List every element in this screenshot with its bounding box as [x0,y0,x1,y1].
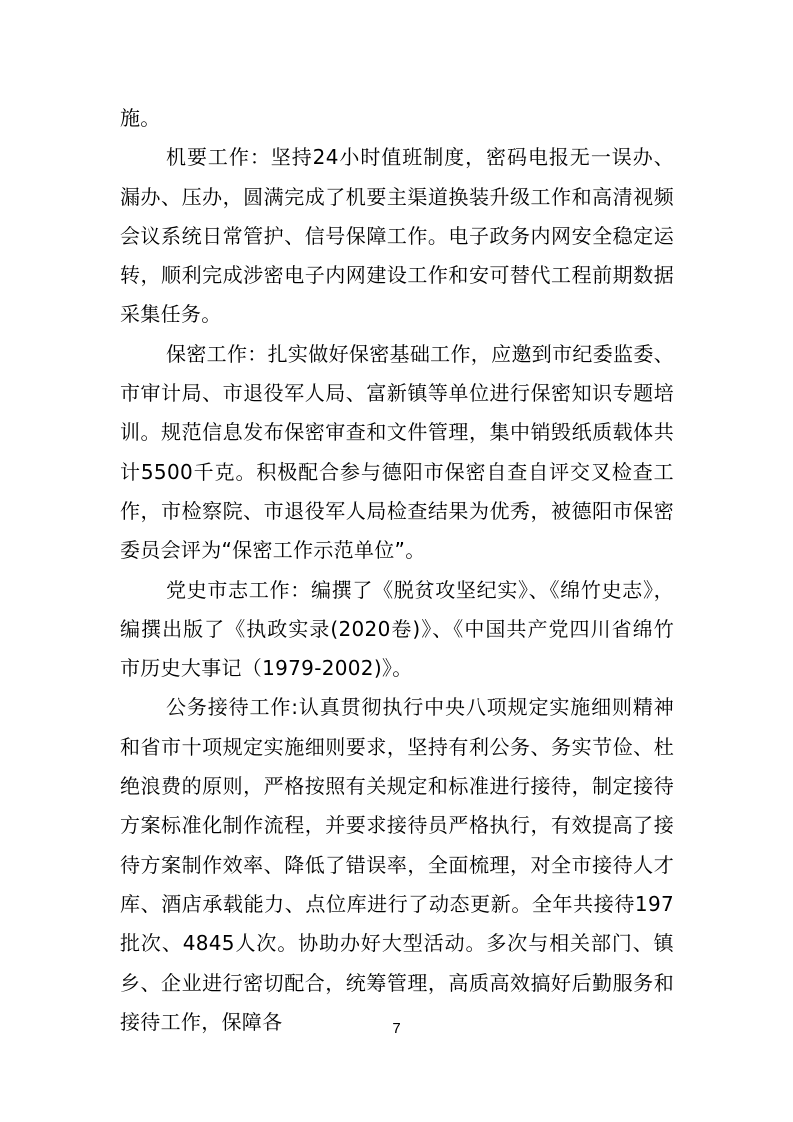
paragraph-continuation: 施。 [120,106,161,130]
paragraph-confidential-communications: 机要工作：坚持24小时值班制度，密码电报无一误办、漏办、压办，圆满完成了机要主渠道换装升级工作和高清视频会议系统日常管护、信号保障工作。电子政务内网安全稳定运转，顺利完成涉密电子内网建设工作和安可替代工程前期数据采集任务。 [120,145,674,327]
paragraph-party-history: 党史市志工作：编撰了《脱贫攻坚纪实》、《绵竹史志》，编撰出版了《执政实录(2020卷)》、《中国共产党四川省绵竹市历史大事记（1979-2002)》。 [120,577,674,681]
body-text [120,99,674,1042]
page-number: 7 [392,1020,401,1037]
paragraph-secrecy-work: 保密工作：扎实做好保密基础工作，应邀到市纪委监委、市审计局、市退役军人局、富新镇等单位进行保密知识专题培训。规范信息发布保密审查和文件管理，集中销毁纸质载体共计5500千克。积极配合参与德阳市保密自查自评交叉检查工作，市检察院、市退役军人局检查结果为优秀，被德阳市保密委员会评为“保密工作示范单位”。 [120,341,674,563]
paragraph-official-reception: 公务接待工作:认真贯彻执行中央八项规定实施细则精神和省市十项规定实施细则要求，坚持有利公务、务实节俭、杜绝浪费的原则，严格按照有关规定和标准进行接待，制定接待方案标准化制作流程，并要求接待员严格执行，有效提高了接待方案制作效率、降低了错误率，全面梳理，对全市接待人才库、酒店承载能力、点位库进行了动态更新。全年共接待197批次、4845人次。协助办好大型活动。多次与相关部门、镇乡、企业进行密切配合，统筹管理，高质高效搞好后勤服务和接待工作，保障各 [120,695,674,1034]
